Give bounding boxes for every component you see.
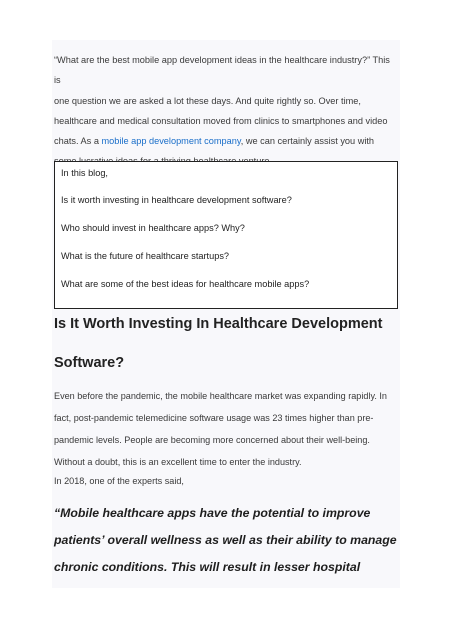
paragraph-line: pandemic levels. People are becoming more concerned about their well-being.	[54, 435, 370, 445]
quote-line: chronic conditions. This will result in lesser hospital	[54, 560, 361, 574]
intro-line: one question we are asked a lot these days. And quite rightly so. Over time,	[54, 95, 361, 106]
section-heading-line: Is It Worth Investing In Healthcare Development	[54, 316, 383, 332]
section-paragraph	[54, 385, 400, 473]
intro-paragraph	[54, 50, 398, 172]
quote-line: “Mobile healthcare apps have the potential to improve	[54, 506, 371, 520]
toc-item: What is the future of healthcare startups?	[61, 251, 230, 261]
blog-contents-box	[54, 161, 398, 309]
paragraph-line: Without a doubt, this is an excellent time to enter the industry.	[54, 457, 302, 467]
mobile-app-development-link[interactable]: mobile app development company	[101, 136, 241, 147]
toc-item: Is it worth investing in healthcare development software?	[61, 195, 292, 205]
intro-text: , we can certainly assist you with	[240, 136, 375, 147]
intro-line: healthcare and medical consultation moved from clinics to smartphones and video	[54, 115, 388, 126]
toc-item: What are some of the best ideas for healthcare mobile apps?	[61, 279, 310, 289]
intro-line	[54, 131, 398, 151]
section-heading-line: Software?	[54, 355, 125, 371]
intro-line: “What are the best mobile app development ideas in the healthcare industry?” This is	[54, 55, 390, 86]
quote-intro: In 2018, one of the experts said,	[54, 476, 184, 486]
toc-heading: In this blog,	[61, 168, 108, 178]
expert-quote	[54, 500, 400, 581]
toc-item: Who should invest in healthcare apps? Why?	[61, 223, 245, 233]
section-heading	[54, 309, 400, 379]
paragraph-line: Even before the pandemic, the mobile healthcare market was expanding rapidly. In	[54, 391, 387, 401]
quote-line: patients’ overall wellness as well as their ability to manage	[54, 533, 397, 547]
intro-text: chats. As a	[54, 136, 102, 147]
paragraph-line: fact, post-pandemic telemedicine software usage was 23 times higher than pre-	[54, 413, 374, 423]
